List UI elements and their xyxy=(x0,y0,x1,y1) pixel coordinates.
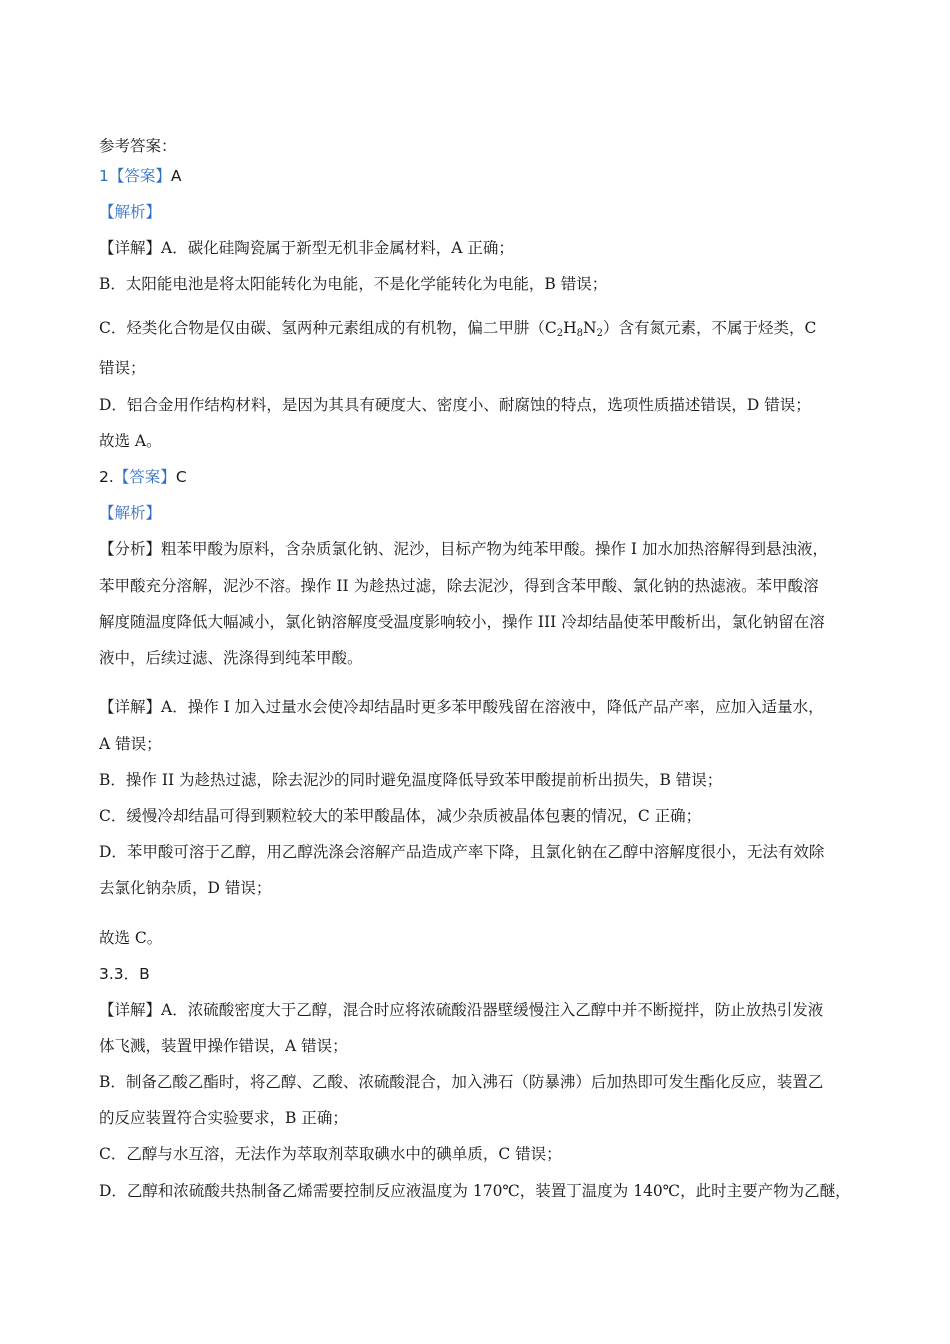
q2-detail-a-line1: 【详解】A．操作 I 加入过量水会使冷却结晶时更多苯甲酸残留在溶液中，降低产品产率，应加入适量水， xyxy=(99,698,824,716)
q2-answer-value: C xyxy=(175,468,187,486)
q1-option-c-part2: ）含有氮元素，不属于烃类，C xyxy=(602,319,817,337)
q2-answer-line xyxy=(99,467,187,487)
q2-fenxi-line2: 苯甲酸充分溶解，泥沙不溶。操作 II 为趁热过滤，除去泥沙，得到含苯甲酸、氯化钠的热滤液。苯甲酸溶 xyxy=(99,577,819,595)
q2-analysis-tag: 【解析】 xyxy=(99,504,162,522)
q1-option-c xyxy=(99,318,816,344)
q1-option-d: D．铝合金用作结构材料，是因为其具有硬度大、密度小、耐腐蚀的特点，选项性质描述错误，D 错误； xyxy=(99,396,811,414)
q2-option-d-line2: 去氯化钠杂质，D 错误； xyxy=(99,879,272,897)
q1-analysis-tag: 【解析】 xyxy=(99,203,162,221)
q1-answer-num: 1 xyxy=(99,167,109,185)
q1-option-c-cont: 错误； xyxy=(99,359,146,377)
q2-fenxi-line1: 【分析】粗苯甲酸为原料，含杂质氯化钠、泥沙，目标产物为纯苯甲酸。操作 I 加水加热溶解得到悬浊液， xyxy=(99,540,828,558)
q3-answer-line: 3.3．B xyxy=(99,965,150,983)
q1-answer-line xyxy=(99,166,182,186)
q1-choose: 故选 A。 xyxy=(99,432,162,450)
q1-option-b: B．太阳能电池是将太阳能转化为电能，不是化学能转化为电能，B 错误； xyxy=(99,275,608,293)
q3-option-c: C．乙醇与水互溶，无法作为萃取剂萃取碘水中的碘单质，C 错误； xyxy=(99,1145,562,1163)
q1-detail-a: 【详解】A．碳化硅陶瓷属于新型无机非金属材料，A 正确； xyxy=(99,239,514,257)
q3-detail-a-line1: 【详解】A．浓硫酸密度大于乙醇，混合时应将浓硫酸沿器壁缓慢注入乙醇中并不断搅拌，防止放热引发液 xyxy=(99,1001,824,1019)
q1-option-c-part1: C．烃类化合物是仅由碳、氢两种元素组成的有机物，偏二甲肼（ xyxy=(99,319,545,337)
q3-option-d: D．乙醇和浓硫酸共热制备乙烯需要控制反应液温度为 170℃，装置丁温度为 140℃，此时主要产物为乙醚， xyxy=(99,1182,851,1200)
page-heading: 参考答案： xyxy=(99,137,177,155)
q2-answer-num: 2. xyxy=(99,468,114,486)
q2-detail-a-line2: A 错误； xyxy=(99,735,162,753)
q2-choose: 故选 C。 xyxy=(99,929,163,947)
chemical-formula: $C_2H_8N_2$ xyxy=(544,319,603,339)
q3-detail-a-line2: 体飞溅，装置甲操作错误，A 错误； xyxy=(99,1037,348,1055)
q2-answer-tag: 【答案】 xyxy=(113,468,176,486)
q2-option-d-line1: D．苯甲酸可溶于乙醇，用乙醇洗涤会溶解产品造成产率下降，且氯化钠在乙醇中溶解度很小，无法有效除 xyxy=(99,843,825,861)
q2-option-b: B．操作 II 为趁热过滤，除去泥沙的同时避免温度降低导致苯甲酸提前析出损失，B 错误； xyxy=(99,771,723,789)
q1-answer-tag: 【答案】 xyxy=(108,167,171,185)
q2-fenxi-line4: 液中，后续过滤、洗涤得到纯苯甲酸。 xyxy=(99,649,363,667)
q3-option-b-line2: 的反应装置符合实验要求，B 正确； xyxy=(99,1109,348,1127)
q3-option-b-line1: B．制备乙酸乙酯时，将乙醇、乙酸、浓硫酸混合，加入沸石（防暴沸）后加热即可发生酯化反应，装置乙 xyxy=(99,1073,824,1091)
q1-answer-value: A xyxy=(170,167,182,185)
q2-option-c: C．缓慢冷却结晶可得到颗粒较大的苯甲酸晶体，减少杂质被晶体包裹的情况，C 正确； xyxy=(99,807,702,825)
q2-fenxi-line3: 解度随温度降低大幅减小，氯化钠溶解度受温度影响较小，操作 III 冷却结晶使苯甲酸析出，氯化钠留在溶 xyxy=(99,613,825,631)
